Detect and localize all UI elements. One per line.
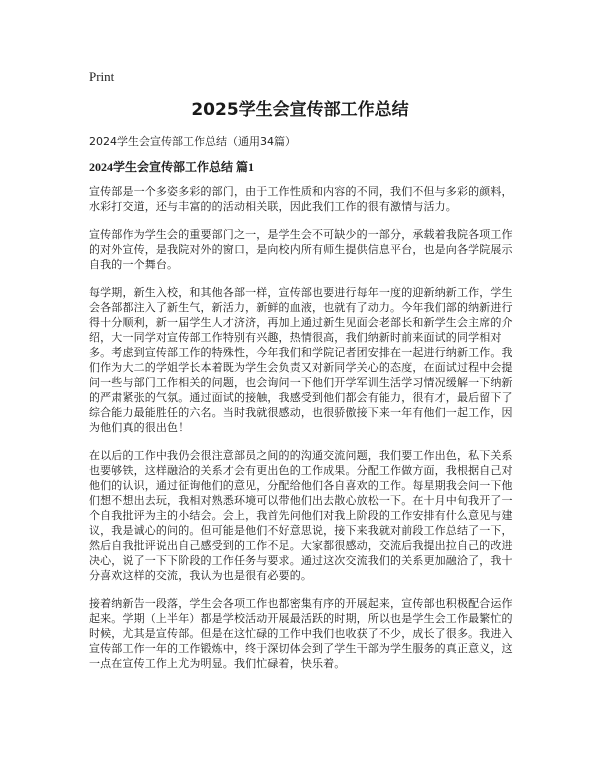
document-body [89,184,513,684]
document-subtitle: 2024学生会宣传部工作总结（通用34篇） [89,135,296,148]
print-link[interactable]: Print [89,69,115,84]
paragraph: 在以后的工作中我仍会很注意部员之间的的沟通交流问题，我们要工作出色，私下关系也要够铁，这样融洽的关系才会有更出色的工作成果。分配工作做方面，我根据自己对他们的认识，通过征询他们的意见，分配给他们各自喜欢的工作。每星期我会问一下他们想不想出去玩，我相对熟悉环境可以带他们出去散心放松一下。在十月中旬我开了一个自我批评为主的小结会。会上，我首先问他们对我上阶段的工作安排有什么意见与建议，我是诚心的问的。但可能是他们不好意思说，接下来我就对前段工作总结了一下，然后自我批评说出自己感受到的工作不足。大家都很感动，交流后我提出拉自己的改进决心，说了一下下阶段的工作任务与要求。通过这次交流我们的关系更加融洽了，我十分喜欢这样的交流，我认为也是很有必要的。 [89,449,513,582]
paragraph: 宣传部是一个多姿多彩的部门，由于工作性质和内容的不同，我们不但与多彩的颜料，水彩打交道，还与丰富的的活动相关联，因此我们工作的很有激情与活力。 [89,185,513,213]
section-heading: 2024学生会宣传部工作总结 篇1 [89,160,255,174]
paragraph: 宣传部作为学生会的重要部门之一，是学生会不可缺少的一部分，承载着我院各项工作的对外宣传，是我院对外的窗口，是向校内所有师生提供信息平台，也是向各学院展示自我的一个舞台。 [89,228,513,271]
document-title: 2025学生会宣传部工作总结 [191,100,409,120]
paragraph: 接着纳新告一段落，学生会各项工作也都密集有序的开展起来，宣传部也积极配合运作起来。学期（上半年）都是学校活动开展最活跃的时期，所以也是学生会工作最繁忙的时候，尤其是宣传部。但是在这忙碌的工作中我们也收获了不少，成长了很多。我进入宣传部工作一年的工作锻炼中，终于深切体会到了学生干部为学生服务的真正意义，这一点在宣传工作上尤为明显。我们忙碌着，快乐着。 [89,597,513,670]
paragraph: 每学期，新生入校，和其他各部一样，宣传部也要进行每年一度的迎新纳新工作，学生会各部都注入了新生气，新活力，新鲜的血液，也就有了动力。今年我们部的纳新进行得十分顺利，新一届学生人才济济，再加上通过新生见面会老部长和新学生会主席的介绍，大一同学对宣传部工作特别有兴趣，热情很高，我们纳新时前来面试的同学相对多。考虑到宣传部工作的特殊性，今年我们和学院记者团安排在一起进行纳新工作。我们作为大二的学姐学长本着既为学生会负责又对新同学关心的态度，在面试过程中会提问一些与部门工作相关的问题，也会询问一下他们开学军训生活学习情况缓解一下纳新的严肃紧张的气氛。通过面试的接触，我感受到他们都会有能力，很有才，最后留下了综合能力最能胜任的六名。当时我就很感动，也很骄傲接下来一年有他们一起工作，因为他们真的很出色！ [89,286,513,434]
